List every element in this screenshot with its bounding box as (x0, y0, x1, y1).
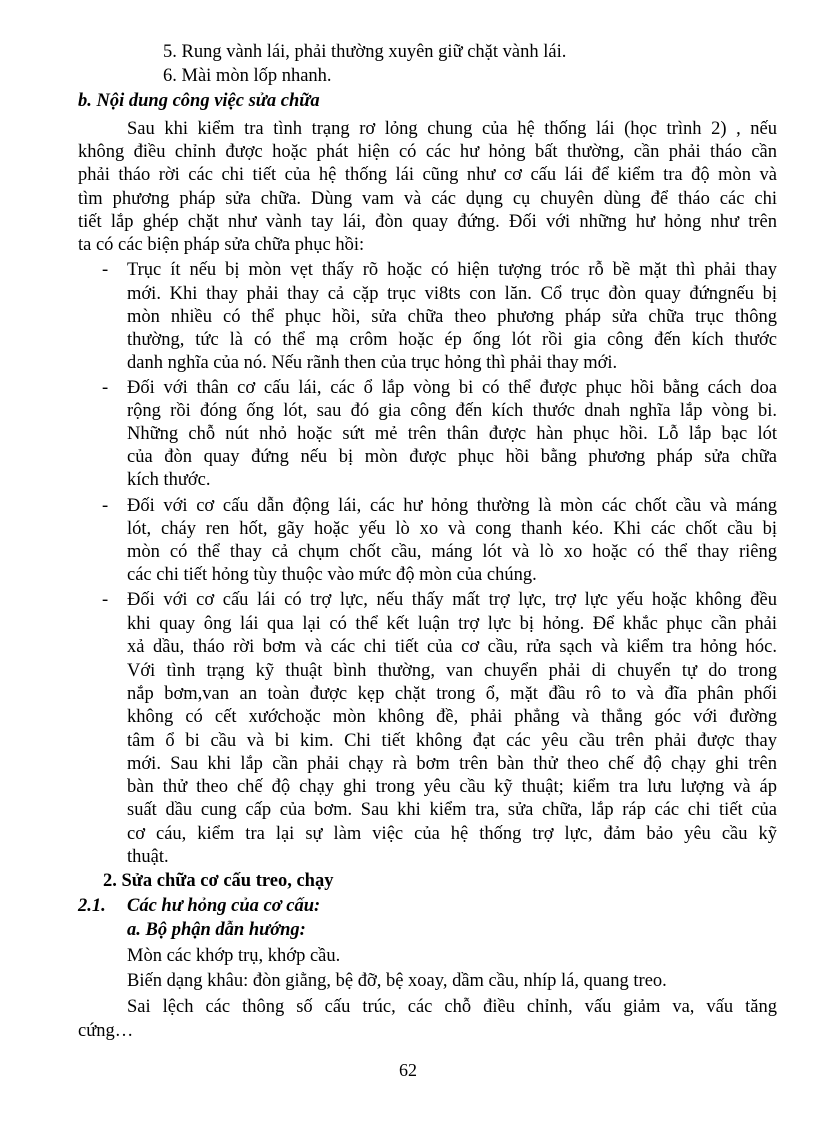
bullet-line: Đối với cơ cấu dẫn động lái, các hư hỏng thường là mòn các chốt cầu và máng (127, 496, 777, 516)
bullet-line: mòn nhiều có thể phục hồi, sửa chữa theo phương pháp sửa chữa trục thông (127, 307, 777, 327)
bullet-line: rộng rồi đóng ống lót, sau đó gia công đến kích thước dnah nghĩa lắp vòng bi. (127, 401, 777, 421)
bullet-line: kích thước. (127, 470, 211, 490)
text-line: Sai lệch các thông số cấu trúc, các chỗ điều chỉnh, vấu giảm va, vấu tăng (127, 997, 777, 1017)
bullet-line: khi quay ông lái qua lại có thể kết luận trợ lực bị hỏng. Để khắc phục cần phải (127, 614, 777, 634)
list-item-5: 5. Rung vành lái, phải thường xuyên giữ chặt vành lái. (163, 42, 567, 62)
text-line: Biến dạng khâu: đòn giằng, bệ đỡ, bệ xoay, dầm cầu, nhíp lá, quang treo. (127, 971, 667, 991)
bullet-line: nắp bơm,van an toàn được kẹp chặt trong ổ, mặt đầu rô to và đĩa phân phối (127, 684, 777, 704)
subsection-a-heading: a. Bộ phận dẫn hướng: (127, 920, 306, 940)
bullet-line: mòn có thể thay cả chụm chốt cầu, máng lót và lò xo hoặc có thể thay riêng (127, 542, 777, 562)
bullet-line: thường, tức là có thể mạ crôm hoặc ép ống lót rồi gia công đến kích thước (127, 330, 777, 350)
bullet-line: danh nghĩa của nó. Nếu rãnh then của trục hỏng thì phải thay mới. (127, 353, 618, 373)
intro-line: không điều chỉnh được hoặc phát hiện có các hư hỏng bất thường, cần phải tháo cần (78, 142, 777, 162)
bullet-dash: - (102, 590, 109, 610)
bullet-line: của đòn quay đứng nếu bị mòn được phục hồi bằng phương pháp sửa chữa (127, 447, 777, 467)
bullet-line: thuật. (127, 847, 169, 867)
bullet-line: mới. Sau khi lắp cần phải chạy rà bơm trên bàn thử theo chế độ chạy ghi trên (127, 754, 777, 774)
bullet-dash: - (102, 378, 109, 398)
intro-line: tìm phương pháp sửa chữa. Dùng vam và các dụng cụ chuyên dùng để tháo các chi (78, 189, 777, 209)
list-item-6: 6. Mài mòn lốp nhanh. (163, 66, 332, 86)
bullet-line: tâm ổ bi cầu và bi kim. Chi tiết không đạt các yêu cầu trên phải được thay (127, 731, 777, 751)
intro-line: ta có các biện pháp sửa chữa phục hồi: (78, 235, 365, 255)
bullet-line: Đối với thân cơ cấu lái, các ổ lắp vòng bi có thể được phục hồi bằng cách doa (127, 378, 777, 398)
section-2-heading: 2. Sửa chữa cơ cấu treo, chạy (103, 871, 334, 891)
intro-line: tiết lắp ghép chặt như vành tay lái, đòn quay đứng. Đối với những hư hỏng như trên (78, 212, 777, 232)
bullet-line: các chi tiết hỏng tùy thuộc vào mức độ mòn của chúng. (127, 565, 537, 585)
page-number: 62 (399, 1060, 417, 1080)
intro-line: phải tháo rời các chi tiết của hệ thống lái cũng như cơ cấu lái để kiểm tra độ mòn và (78, 165, 777, 185)
bullet-line: xả dầu, tháo rời bơm và các chi tiết của cơ cầu, rửa sạch và kiểm tra hỏng hóc. (127, 637, 777, 657)
subsection-number: 2.1. (78, 896, 106, 916)
section-b-heading: b. Nội dung công việc sửa chữa (78, 91, 320, 111)
bullet-dash: - (102, 496, 109, 516)
bullet-line: bàn thử theo chế độ chạy ghi trong yêu cầu kỹ thuật; kiểm tra lưu lượng và áp (127, 777, 777, 797)
bullet-line: mới. Khi thay phải thay cả cặp trục vi8ts con lăn. Cổ trục đòn quay đứngnếu bị (127, 284, 777, 304)
bullet-line: Những chỗ nút nhỏ hoặc sứt mẻ trên thân được hàn phục hồi. Lỗ lắp bạc lót (127, 424, 777, 444)
bullet-line: Trục ít nếu bị mòn vẹt thấy rõ hoặc có hiện tượng tróc rỗ bề mặt thì phải thay (127, 260, 777, 280)
text-line: cứng… (78, 1021, 134, 1041)
bullet-line: lót, cháy ren hốt, gãy hoặc yếu lò xo và cong thanh kéo. Khi các chốt cầu bị (127, 519, 777, 539)
bullet-line: không có cết xướchoặc mòn không đề, phải phẳng và thẳng góc với đường (127, 707, 777, 727)
text-line: Mòn các khớp trụ, khớp cầu. (127, 946, 341, 966)
bullet-dash: - (102, 260, 109, 280)
intro-line: Sau khi kiểm tra tình trạng rơ lỏng chung của hệ thống lái (học trình 2) , nếu (127, 119, 777, 139)
subsection-title: Các hư hỏng của cơ cấu: (127, 896, 321, 916)
bullet-line: suất dầu cung cấp của bơm. Sau khi kiểm tra, sửa chữa, lắp ráp các chi tiết của (127, 800, 777, 820)
bullet-line: Với tình trạng kỹ thuật bình thường, van chuyển phải di chuyển tự do trong (127, 661, 777, 681)
bullet-line: cơ cáu, kiểm tra lại sự làm việc của hệ thống trợ lực, đảm bảo yêu cầu kỹ (127, 824, 777, 844)
bullet-line: Đối với cơ cấu lái có trợ lực, nếu thấy mất trợ lực, trợ lực yếu hoặc không đều (127, 590, 777, 610)
